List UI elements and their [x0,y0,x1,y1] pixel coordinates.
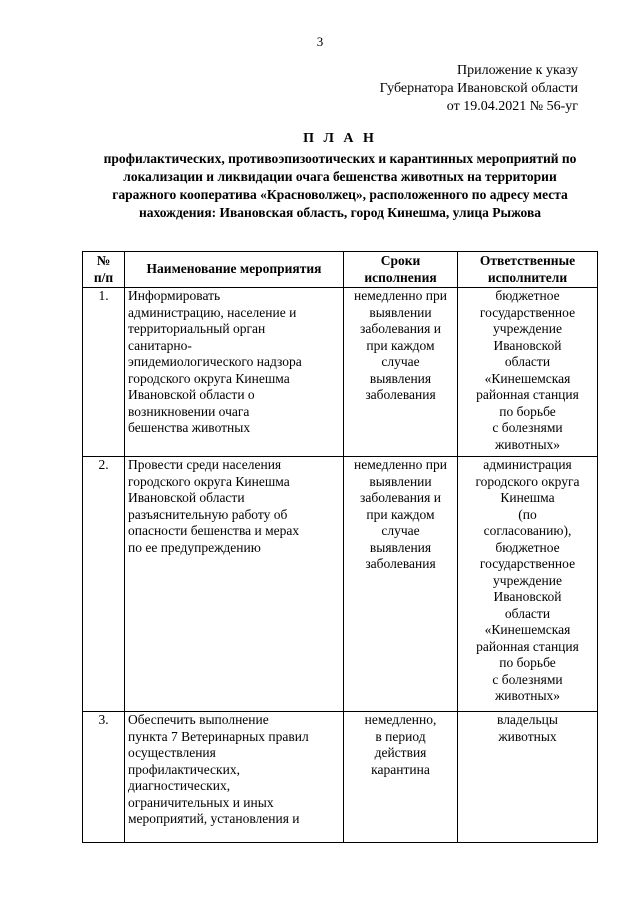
plan-heading: П Л А Н [303,131,377,146]
document-title [90,130,590,222]
row-num: 1. [83,288,125,457]
header-name: Наименование мероприятия [125,252,344,288]
row-name: Информировать администрацию, население и территориальный орган санитарно- эпидемиологического надзора городского округа Кинешма Ивановской области о возникновении очага бешенства животных [125,288,344,457]
appendix-line-3: от 19.04.2021 № 56-уг [446,99,578,114]
row-num: 3. [83,712,125,843]
plan-subtitle: профилактических, противоэпизоотических и карантинных мероприятий по локализации и ликвидации очага бешенства животных на территории гаражного кооператива «Красноволжец», расположенного по адресу места нахождения: Ивановская область, город Кинешма, улица Рыжова [103,151,577,220]
appendix-line-1: Приложение к указу [457,63,578,78]
row-resp: владельцы животных [458,712,598,843]
header-resp: Ответственные исполнители [458,252,598,288]
row-name: Провести среди населения городского округа Кинешма Ивановской области разъяснительную работу об опасности бешенства и мерах по ее предупреждению [125,457,344,712]
row-resp: администрация городского округа Кинешма (по согласованию), бюджетное государственное учреждение Ивановской области «Кинешемская районная станция по борьбе с болезнями животных» [458,457,598,712]
table-header-row [83,252,598,288]
row-term: немедленно, в период действия карантина [344,712,458,843]
appendix-block [380,62,578,116]
table-row [83,457,598,712]
header-term: Сроки исполнения [344,252,458,288]
row-num: 2. [83,457,125,712]
row-name: Обеспечить выполнение пункта 7 Ветеринарных правил осуществления профилактических, диагностических, ограничительных и иных мероприятий, установления и [125,712,344,843]
plan-table [82,251,598,843]
header-num: № п/п [83,252,125,288]
row-resp: бюджетное государственное учреждение Ивановской области «Кинешемская районная станция по борьбе с болезнями животных» [458,288,598,457]
row-term: немедленно при выявлении заболевания и при каждом случае выявления заболевания [344,457,458,712]
table-row [83,712,598,843]
row-term: немедленно при выявлении заболевания и при каждом случае выявления заболевания [344,288,458,457]
appendix-line-2: Губернатора Ивановской области [379,81,578,96]
table-row [83,288,598,457]
page-number: 3 [316,34,324,49]
